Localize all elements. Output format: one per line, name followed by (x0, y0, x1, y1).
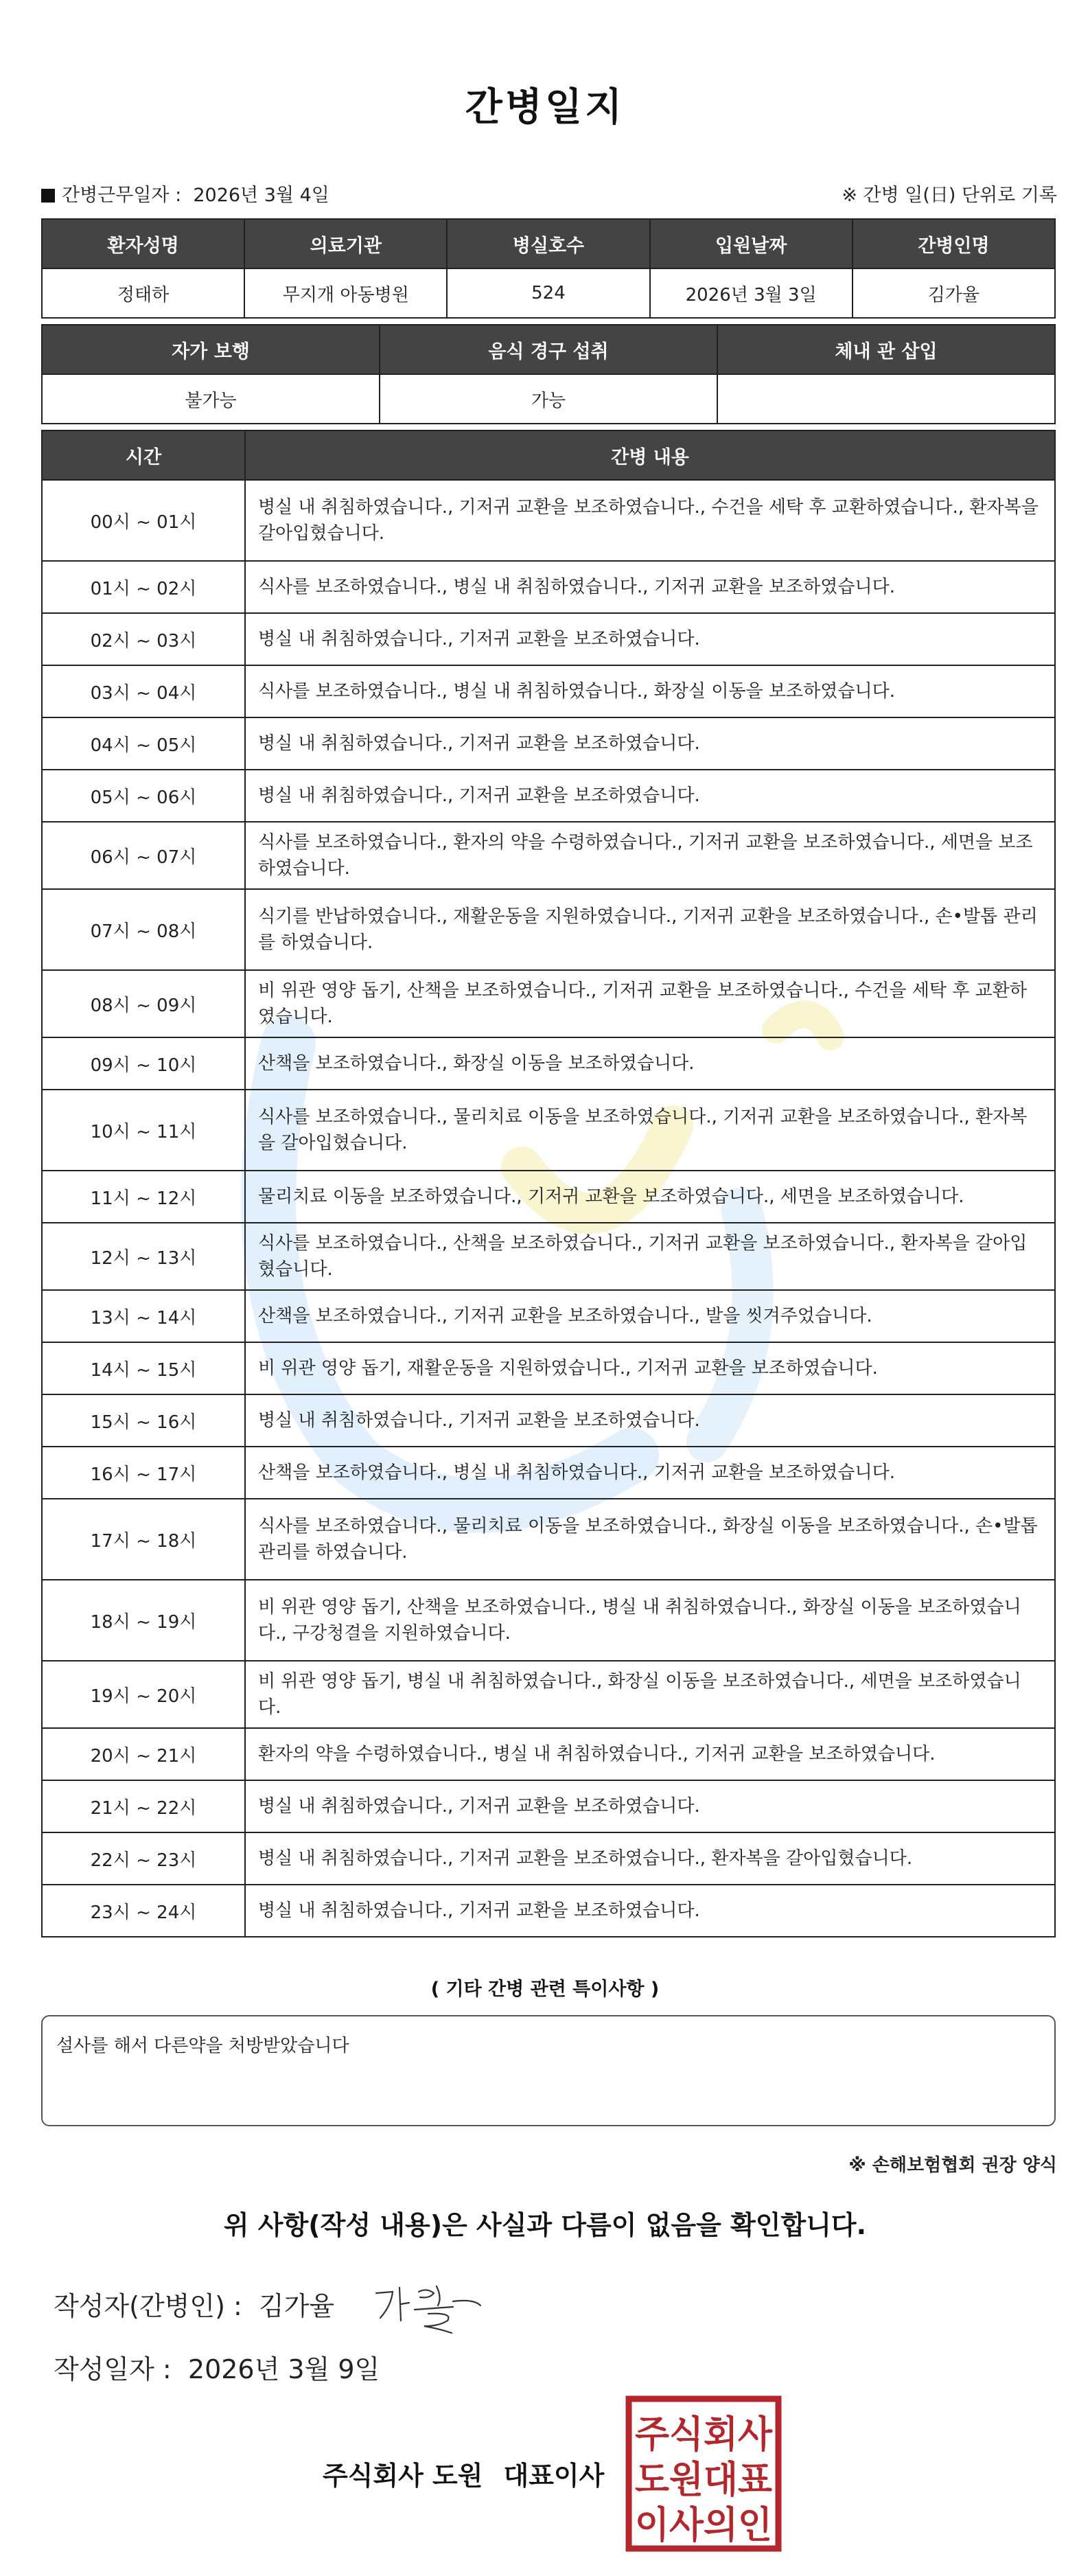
written-date-label: 작성일자 : (54, 2354, 172, 2384)
company-seal (625, 2395, 782, 2553)
log-row (42, 1037, 1055, 1090)
company-name: 주식회사 도원 (323, 2461, 483, 2491)
writer-name: 김가율 (258, 2291, 335, 2321)
log-time: 11시 ~ 12시 (42, 1171, 245, 1223)
writer-line (54, 2285, 334, 2323)
log-row (42, 1394, 1055, 1447)
writer-label: 작성자(간병인) : (54, 2291, 242, 2321)
written-date-line (54, 2348, 380, 2386)
log-content: 식사를 보조하였습니다., 환자의 약을 수령하였습니다., 기저귀 교환을 보조하였습니다., 세면을 보조하였습니다. (245, 822, 1055, 889)
patient-info-table (41, 218, 1056, 319)
log-time: 13시 ~ 14시 (42, 1290, 245, 1342)
page-title: 간병일지 (465, 85, 625, 130)
log-content: 산책을 보조하였습니다., 화장실 이동을 보조하였습니다. (245, 1037, 1055, 1090)
header-care-content: 간병 내용 (245, 430, 1055, 480)
work-date-label: 간병근무일자 : (62, 185, 182, 206)
log-row (42, 1885, 1055, 1937)
log-row (42, 889, 1055, 970)
log-row (42, 665, 1055, 717)
caregiver-name: 김가율 (853, 268, 1055, 318)
hospital: 무지개 아동병원 (244, 268, 447, 318)
log-row (42, 1661, 1055, 1728)
log-time: 12시 ~ 13시 (42, 1223, 245, 1290)
log-row (42, 613, 1055, 665)
patient-status-table (41, 324, 1056, 424)
log-time: 02시 ~ 03시 (42, 613, 245, 665)
log-time: 04시 ~ 05시 (42, 717, 245, 770)
log-row (42, 717, 1055, 770)
log-content: 식사를 보조하였습니다., 병실 내 취침하였습니다., 화장실 이동을 보조하였습니다. (245, 665, 1055, 717)
log-row (42, 1290, 1055, 1342)
log-time: 14시 ~ 15시 (42, 1342, 245, 1394)
log-row (42, 1090, 1055, 1171)
log-content: 식사를 보조하였습니다., 물리치료 이동을 보조하였습니다., 화장실 이동을 보조하였습니다., 손•발톱 관리를 하였습니다. (245, 1499, 1055, 1580)
special-notes-text: 설사를 해서 다른약을 처방받았습니다 (56, 2036, 349, 2056)
seal-line-3: 이사의인 (635, 2503, 772, 2546)
log-content: 식사를 보조하였습니다., 병실 내 취침하였습니다., 기저귀 교환을 보조하였습니다. (245, 561, 1055, 613)
log-content: 병실 내 취침하였습니다., 기저귀 교환을 보조하였습니다. (245, 1885, 1055, 1937)
log-time: 21시 ~ 22시 (42, 1780, 245, 1832)
log-time: 09시 ~ 10시 (42, 1037, 245, 1090)
log-row (42, 970, 1055, 1037)
work-date (41, 180, 329, 207)
header-room: 병실호수 (447, 219, 649, 268)
log-content: 병실 내 취침하였습니다., 기저귀 교환을 보조하였습니다. (245, 613, 1055, 665)
log-content: 병실 내 취침하였습니다., 기저귀 교환을 보조하였습니다. (245, 717, 1055, 770)
log-time: 19시 ~ 20시 (42, 1661, 245, 1728)
patient-header-row (42, 219, 1055, 268)
signature-image (371, 2278, 487, 2340)
log-content: 비 위관 영양 돕기, 산책을 보조하였습니다., 병실 내 취침하였습니다., 화장실 이동을 보조하였습니다., 구강청결을 지원하였습니다. (245, 1580, 1055, 1661)
header-oral-intake: 음식 경구 섭취 (380, 325, 717, 374)
log-time: 17시 ~ 18시 (42, 1499, 245, 1580)
log-row (42, 770, 1055, 822)
header-caregiver: 간병인명 (853, 219, 1055, 268)
log-row (42, 1447, 1055, 1499)
admission-date: 2026년 3월 3일 (650, 268, 853, 318)
log-content: 병실 내 취침하였습니다., 기저귀 교환을 보조하였습니다., 수건을 세탁 후 교환하였습니다., 환자복을 갈아입혔습니다. (245, 480, 1055, 561)
log-content: 물리치료 이동을 보조하였습니다., 기저귀 교환을 보조하였습니다., 세면을 보조하였습니다. (245, 1171, 1055, 1223)
oral-intake-status: 가능 (380, 374, 717, 424)
log-content: 환자의 약을 수령하였습니다., 병실 내 취침하였습니다., 기저귀 교환을 보조하였습니다. (245, 1728, 1055, 1780)
room-number: 524 (447, 268, 649, 318)
header-walking: 자가 보행 (42, 325, 380, 374)
log-content: 비 위관 영양 돕기, 병실 내 취침하였습니다., 화장실 이동을 보조하였습니다., 세면을 보조하였습니다. (245, 1661, 1055, 1728)
log-time: 00시 ~ 01시 (42, 480, 245, 561)
log-time: 01시 ~ 02시 (42, 561, 245, 613)
log-row (42, 1342, 1055, 1394)
log-row (42, 480, 1055, 561)
log-content: 식기를 반납하였습니다., 재활운동을 지원하였습니다., 기저귀 교환을 보조하였습니다., 손•발톱 관리를 하였습니다. (245, 889, 1055, 970)
log-row (42, 1223, 1055, 1290)
log-content: 병실 내 취침하였습니다., 기저귀 교환을 보조하였습니다. (245, 1780, 1055, 1832)
seal-line-1: 주식회사 (635, 2413, 773, 2456)
header-hospital: 의료기관 (244, 219, 447, 268)
log-content: 비 위관 영양 돕기, 재활운동을 지원하였습니다., 기저귀 교환을 보조하였습니다. (245, 1342, 1055, 1394)
care-log-table (41, 430, 1056, 1937)
log-time: 20시 ~ 21시 (42, 1728, 245, 1780)
log-time: 16시 ~ 17시 (42, 1447, 245, 1499)
log-row (42, 1580, 1055, 1661)
log-time: 15시 ~ 16시 (42, 1394, 245, 1447)
log-content: 병실 내 취침하였습니다., 기저귀 교환을 보조하였습니다., 환자복을 갈아입혔습니다. (245, 1832, 1055, 1885)
log-time: 06시 ~ 07시 (42, 822, 245, 889)
notes-title: ( 기타 간병 관련 특이사항 ) (430, 1979, 660, 2000)
patient-name: 정태하 (42, 268, 244, 318)
log-time: 08시 ~ 09시 (42, 970, 245, 1037)
log-time: 10시 ~ 11시 (42, 1090, 245, 1171)
log-body (42, 480, 1055, 1937)
header-patient-name: 환자성명 (42, 219, 244, 268)
log-row (42, 561, 1055, 613)
confirm-statement: 위 사항(작성 내용)은 사실과 다름이 없음을 확인합니다. (223, 2210, 867, 2240)
log-content: 비 위관 영양 돕기, 산책을 보조하였습니다., 기저귀 교환을 보조하였습니다., 수건을 세탁 후 교환하였습니다. (245, 970, 1055, 1037)
walking-status: 불가능 (42, 374, 380, 424)
log-content: 산책을 보조하였습니다., 기저귀 교환을 보조하였습니다., 발을 씻겨주었습니다. (245, 1290, 1055, 1342)
log-time: 07시 ~ 08시 (42, 889, 245, 970)
header-tube: 체내 관 삽입 (717, 325, 1055, 374)
log-row (42, 1832, 1055, 1885)
form-note: ※ 손해보험협회 권장 양식 (848, 2155, 1057, 2176)
patient-value-row (42, 268, 1055, 318)
log-content: 병실 내 취침하였습니다., 기저귀 교환을 보조하였습니다. (245, 770, 1055, 822)
log-content: 식사를 보조하였습니다., 물리치료 이동을 보조하였습니다., 기저귀 교환을 보조하였습니다., 환자복을 갈아입혔습니다. (245, 1090, 1055, 1171)
log-row (42, 1499, 1055, 1580)
written-date-value: 2026년 3월 9일 (187, 2354, 380, 2384)
log-row (42, 1728, 1055, 1780)
log-content: 병실 내 취침하였습니다., 기저귀 교환을 보조하였습니다. (245, 1394, 1055, 1447)
log-row (42, 822, 1055, 889)
special-notes-box (41, 2015, 1056, 2126)
status-header-row (42, 325, 1055, 374)
log-content: 산책을 보조하였습니다., 병실 내 취침하였습니다., 기저귀 교환을 보조하였습니다. (245, 1447, 1055, 1499)
company-title: 대표이사 (503, 2461, 605, 2491)
log-row (42, 1780, 1055, 1832)
log-header-row (42, 430, 1055, 480)
header-admission-date: 입원날짜 (650, 219, 853, 268)
header-time: 시간 (42, 430, 245, 480)
log-time: 05시 ~ 06시 (42, 770, 245, 822)
tube-status (717, 374, 1055, 424)
log-time: 23시 ~ 24시 (42, 1885, 245, 1937)
log-time: 22시 ~ 23시 (42, 1832, 245, 1885)
log-row (42, 1171, 1055, 1223)
log-time: 18시 ~ 19시 (42, 1580, 245, 1661)
square-bullet-icon (41, 189, 55, 203)
log-time: 03시 ~ 04시 (42, 665, 245, 717)
work-date-value: 2026년 3월 4일 (193, 185, 329, 206)
status-value-row (42, 374, 1055, 424)
log-content: 식사를 보조하였습니다., 산책을 보조하였습니다., 기저귀 교환을 보조하였습니다., 환자복을 갈아입혔습니다. (245, 1223, 1055, 1290)
unit-note: ※ 간병 일(日) 단위로 기록 (842, 185, 1057, 206)
company-line (323, 2454, 625, 2492)
seal-line-2: 도원대표 (635, 2458, 772, 2501)
